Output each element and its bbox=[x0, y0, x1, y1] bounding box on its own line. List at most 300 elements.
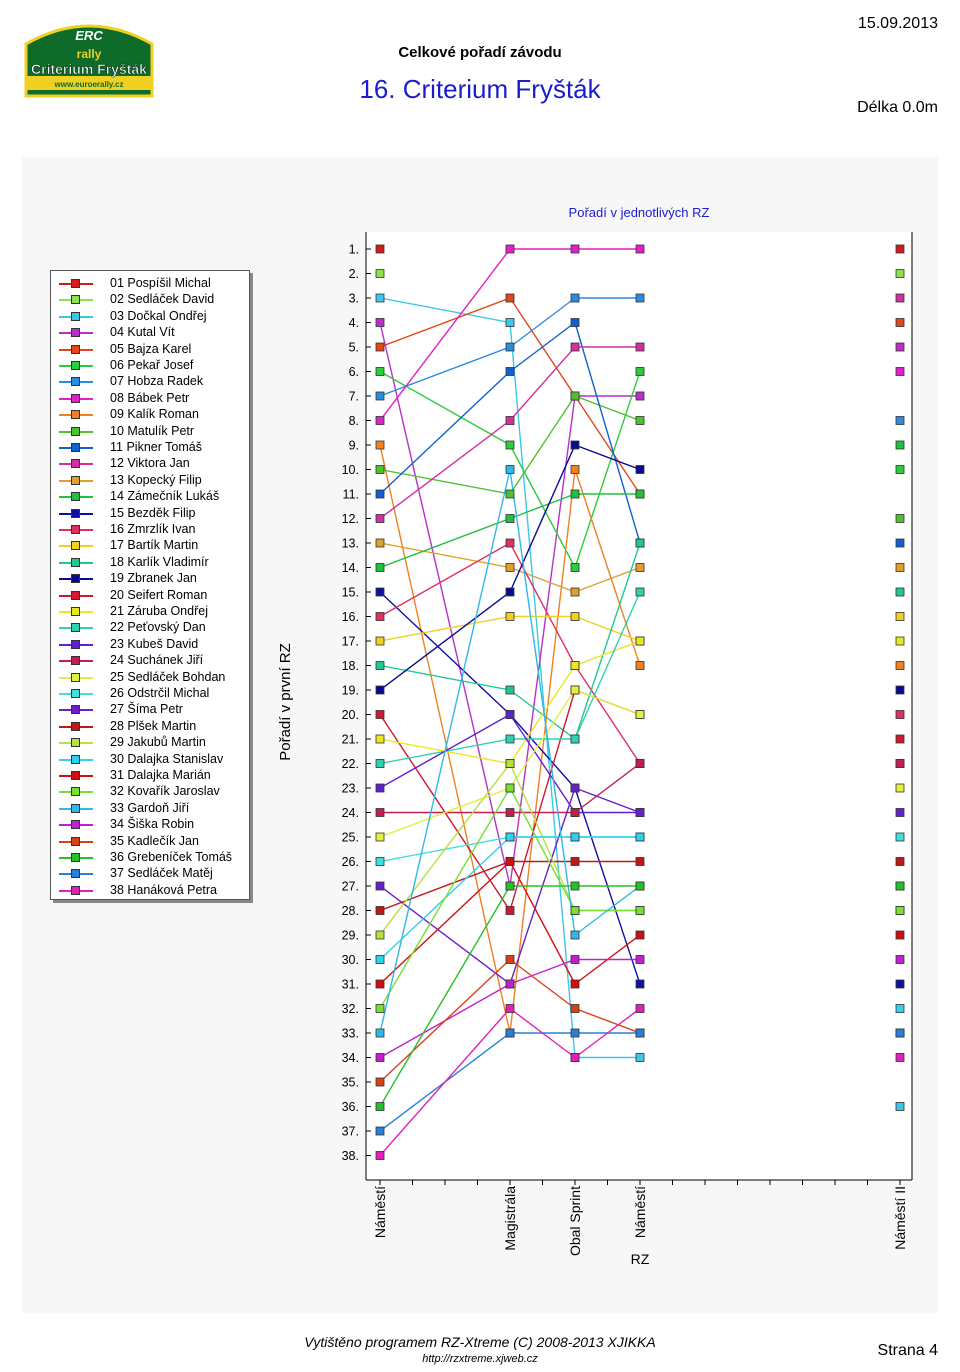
legend-marker bbox=[71, 377, 80, 386]
legend-label: 26 Odstrčil Michal bbox=[110, 686, 210, 700]
data-point bbox=[376, 735, 384, 743]
legend-item bbox=[51, 653, 249, 669]
data-point bbox=[896, 319, 904, 327]
legend-item bbox=[51, 620, 249, 636]
data-point bbox=[376, 882, 384, 890]
legend-item bbox=[51, 850, 249, 866]
data-point bbox=[896, 907, 904, 915]
data-point bbox=[571, 931, 579, 939]
y-tick-label: 37. bbox=[341, 1124, 359, 1139]
data-point bbox=[896, 245, 904, 253]
legend-item bbox=[51, 686, 249, 702]
data-point bbox=[506, 613, 514, 621]
legend-label: 03 Dočkal Ondřej bbox=[110, 308, 207, 323]
legend-item bbox=[51, 719, 249, 735]
legend-label: 02 Sedláček David bbox=[110, 292, 215, 307]
y-tick-label: 19. bbox=[341, 683, 359, 698]
data-point bbox=[896, 809, 904, 817]
y-tick-label: 26. bbox=[341, 855, 359, 869]
legend-item bbox=[51, 489, 249, 505]
data-point bbox=[506, 245, 514, 253]
legend-label: 36 Grebeníček Tomáš bbox=[110, 850, 233, 864]
y-tick-label: 10. bbox=[341, 463, 359, 477]
data-point bbox=[506, 686, 514, 694]
y-axis-label: Pořadí v první RZ bbox=[277, 643, 294, 761]
x-category-label: Magistrála bbox=[502, 1186, 518, 1251]
y-tick-label: 13. bbox=[341, 536, 359, 551]
event-date: 15.09.2013 bbox=[857, 15, 938, 32]
legend-label: 24 Suchánek Jiří bbox=[110, 653, 204, 668]
y-tick-label: 2. bbox=[348, 267, 359, 281]
data-point bbox=[636, 245, 644, 253]
data-point bbox=[896, 613, 904, 621]
data-point bbox=[571, 294, 579, 302]
data-point bbox=[506, 858, 514, 866]
data-point bbox=[376, 490, 384, 498]
data-point bbox=[376, 564, 384, 572]
y-tick-label: 3. bbox=[348, 291, 359, 306]
data-point bbox=[896, 441, 904, 449]
legend-item bbox=[51, 292, 249, 308]
data-point bbox=[506, 1005, 514, 1013]
legend-marker bbox=[71, 427, 80, 436]
data-point bbox=[376, 711, 384, 719]
data-point bbox=[506, 515, 514, 523]
y-tick-label: 30. bbox=[341, 953, 359, 967]
y-tick-label: 35. bbox=[341, 1075, 359, 1090]
legend-marker bbox=[71, 853, 80, 862]
data-point bbox=[506, 735, 514, 743]
data-point bbox=[376, 515, 384, 523]
legend-marker bbox=[71, 886, 80, 895]
data-point bbox=[896, 686, 904, 694]
legend-marker bbox=[71, 689, 80, 698]
data-point bbox=[896, 1005, 904, 1013]
data-point bbox=[506, 882, 514, 890]
data-point bbox=[506, 980, 514, 988]
y-tick-label: 7. bbox=[348, 389, 359, 404]
data-point bbox=[571, 588, 579, 596]
data-point bbox=[376, 343, 384, 351]
data-point bbox=[571, 319, 579, 327]
data-point bbox=[571, 809, 579, 817]
legend-item bbox=[51, 817, 249, 833]
legend-label: 08 Bábek Petr bbox=[110, 390, 190, 405]
legend-marker bbox=[71, 509, 80, 518]
x-category-label: Náměstí II bbox=[892, 1186, 908, 1250]
data-point bbox=[571, 858, 579, 866]
data-point bbox=[376, 833, 384, 841]
data-point bbox=[376, 588, 384, 596]
data-point bbox=[571, 245, 579, 253]
y-tick-label: 25. bbox=[341, 830, 359, 845]
data-point bbox=[636, 392, 644, 400]
data-point bbox=[376, 637, 384, 645]
data-point bbox=[376, 1005, 384, 1013]
data-point bbox=[571, 1005, 579, 1013]
data-point bbox=[896, 294, 904, 302]
y-tick-label: 34. bbox=[341, 1051, 359, 1065]
data-point bbox=[636, 662, 644, 670]
data-point bbox=[636, 711, 644, 719]
legend-marker bbox=[71, 295, 80, 304]
data-point bbox=[636, 490, 644, 498]
legend-item bbox=[51, 752, 249, 768]
legend-label: 13 Kopecký Filip bbox=[110, 472, 202, 487]
data-point bbox=[376, 1054, 384, 1062]
data-point bbox=[571, 882, 579, 890]
legend-marker bbox=[71, 328, 80, 337]
data-point bbox=[376, 1152, 384, 1160]
data-point bbox=[506, 833, 514, 841]
data-point bbox=[376, 858, 384, 866]
data-point bbox=[376, 368, 384, 376]
y-tick-label: 32. bbox=[341, 1002, 359, 1016]
legend-item bbox=[51, 473, 249, 489]
legend-item bbox=[51, 768, 249, 784]
data-point bbox=[376, 1029, 384, 1037]
logo-name-text: Criterium Fryšták bbox=[31, 61, 147, 77]
data-point bbox=[571, 1029, 579, 1037]
data-point bbox=[636, 1005, 644, 1013]
data-point bbox=[376, 466, 384, 474]
y-tick-label: 29. bbox=[341, 928, 359, 943]
data-point bbox=[896, 711, 904, 719]
legend-label: 38 Hanáková Petra bbox=[110, 882, 218, 897]
y-tick-label: 15. bbox=[341, 585, 359, 600]
legend-label: 12 Viktora Jan bbox=[110, 456, 190, 471]
legend-marker bbox=[71, 558, 80, 567]
stage-length: Délka 0.0m bbox=[857, 99, 938, 116]
data-point bbox=[636, 368, 644, 376]
legend-marker bbox=[71, 837, 80, 846]
legend-label: 25 Sedláček Bohdan bbox=[110, 669, 226, 684]
data-point bbox=[376, 907, 384, 915]
legend-marker bbox=[71, 476, 80, 485]
data-point bbox=[896, 466, 904, 474]
legend-label: 10 Matulík Petr bbox=[110, 423, 195, 438]
y-tick-label: 8. bbox=[348, 414, 359, 428]
data-point bbox=[376, 662, 384, 670]
data-point bbox=[506, 417, 514, 425]
legend-label: 04 Kutal Vít bbox=[110, 325, 175, 340]
data-point bbox=[506, 564, 514, 572]
logo-erc-text: ERC bbox=[75, 28, 103, 43]
data-point bbox=[506, 466, 514, 474]
data-point bbox=[636, 343, 644, 351]
page-number: Strana 4 bbox=[877, 1342, 938, 1359]
y-tick-label: 14. bbox=[341, 561, 359, 575]
legend-marker bbox=[71, 279, 80, 288]
legend-label: 32 Kovařík Jaroslav bbox=[110, 784, 220, 799]
data-point bbox=[896, 931, 904, 939]
data-point bbox=[376, 441, 384, 449]
data-point bbox=[571, 392, 579, 400]
legend-item bbox=[51, 325, 249, 341]
data-point bbox=[571, 564, 579, 572]
data-point bbox=[896, 662, 904, 670]
legend-item bbox=[51, 784, 249, 800]
y-tick-label: 20. bbox=[341, 708, 359, 722]
y-tick-label: 33. bbox=[341, 1026, 359, 1041]
data-point bbox=[506, 539, 514, 547]
data-point bbox=[636, 1029, 644, 1037]
legend-marker bbox=[71, 492, 80, 501]
data-point bbox=[376, 1103, 384, 1111]
legend-item bbox=[51, 555, 249, 571]
data-point bbox=[636, 980, 644, 988]
data-point bbox=[506, 441, 514, 449]
legend-label: 23 Kubeš David bbox=[110, 636, 199, 651]
data-point bbox=[896, 515, 904, 523]
data-point bbox=[571, 735, 579, 743]
data-point bbox=[896, 833, 904, 841]
legend-marker bbox=[71, 771, 80, 780]
legend-label: 33 Gardoň Jiří bbox=[110, 800, 190, 815]
legend-label: 05 Bajza Karel bbox=[110, 341, 192, 356]
legend-item bbox=[51, 604, 249, 620]
y-tick-label: 31. bbox=[341, 977, 359, 992]
data-point bbox=[376, 1078, 384, 1086]
data-point bbox=[636, 294, 644, 302]
y-tick-label: 27. bbox=[341, 879, 359, 894]
data-point bbox=[376, 760, 384, 768]
legend-label: 35 Kadlečík Jan bbox=[110, 833, 199, 848]
legend-label: 16 Zmrzlík Ivan bbox=[110, 522, 196, 536]
legend-marker bbox=[71, 361, 80, 370]
chart-legend bbox=[50, 270, 250, 900]
legend-item bbox=[51, 342, 249, 358]
legend-marker bbox=[71, 623, 80, 632]
legend-label: 29 Jakubů Martin bbox=[110, 735, 206, 750]
legend-marker bbox=[71, 705, 80, 714]
data-point bbox=[376, 245, 384, 253]
data-point bbox=[636, 539, 644, 547]
legend-label: 14 Zámečník Lukáš bbox=[110, 489, 220, 504]
data-point bbox=[571, 833, 579, 841]
data-point bbox=[636, 466, 644, 474]
legend-item bbox=[51, 407, 249, 423]
data-point bbox=[636, 564, 644, 572]
legend-item bbox=[51, 834, 249, 850]
y-tick-label: 21. bbox=[341, 732, 359, 747]
legend-label: 20 Seifert Roman bbox=[110, 587, 208, 602]
data-point bbox=[376, 270, 384, 278]
data-point bbox=[506, 319, 514, 327]
legend-item bbox=[51, 735, 249, 751]
data-point bbox=[896, 588, 904, 596]
y-tick-label: 17. bbox=[341, 634, 359, 649]
logo-url-text: www.euroerally.cz bbox=[54, 80, 124, 89]
legend-item bbox=[51, 358, 249, 374]
data-point bbox=[571, 490, 579, 498]
legend-marker bbox=[71, 459, 80, 468]
legend-item bbox=[51, 456, 249, 472]
data-point bbox=[896, 539, 904, 547]
data-point bbox=[636, 931, 644, 939]
legend-label: 07 Hobza Radek bbox=[110, 374, 204, 389]
y-tick-label: 22. bbox=[341, 757, 359, 771]
data-point bbox=[506, 907, 514, 915]
data-point bbox=[376, 539, 384, 547]
data-point bbox=[376, 1127, 384, 1135]
data-point bbox=[571, 343, 579, 351]
y-tick-label: 12. bbox=[341, 512, 359, 526]
data-point bbox=[636, 956, 644, 964]
data-point bbox=[506, 1029, 514, 1037]
data-point bbox=[506, 588, 514, 596]
y-tick-label: 18. bbox=[341, 659, 359, 673]
y-tick-label: 23. bbox=[341, 781, 359, 796]
x-category-label: Náměstí bbox=[372, 1186, 388, 1239]
legend-label: 31 Dalajka Marián bbox=[110, 768, 211, 782]
data-point bbox=[376, 784, 384, 792]
data-point bbox=[376, 392, 384, 400]
data-point bbox=[636, 637, 644, 645]
legend-item bbox=[51, 538, 249, 554]
data-point bbox=[376, 686, 384, 694]
data-point bbox=[636, 907, 644, 915]
legend-label: 15 Bezděk Filip bbox=[110, 505, 196, 520]
legend-marker bbox=[71, 656, 80, 665]
data-point bbox=[506, 490, 514, 498]
legend-label: 27 Šíma Petr bbox=[110, 702, 183, 717]
data-point bbox=[636, 882, 644, 890]
data-point bbox=[571, 980, 579, 988]
x-category-label: Náměstí bbox=[632, 1186, 648, 1239]
legend-marker bbox=[71, 673, 80, 682]
legend-item bbox=[51, 637, 249, 653]
legend-label: 22 Peťovský Dan bbox=[110, 620, 206, 635]
legend-label: 21 Záruba Ondřej bbox=[110, 604, 208, 618]
legend-label: 18 Karlík Vladimír bbox=[110, 554, 209, 569]
legend-item bbox=[51, 309, 249, 325]
data-point bbox=[376, 980, 384, 988]
legend-marker bbox=[71, 443, 80, 452]
legend-marker bbox=[71, 869, 80, 878]
legend-label: 11 Pikner Tomáš bbox=[110, 440, 202, 454]
data-point bbox=[506, 343, 514, 351]
data-point bbox=[896, 1103, 904, 1111]
data-point bbox=[636, 760, 644, 768]
data-point bbox=[896, 417, 904, 425]
data-point bbox=[506, 760, 514, 768]
legend-label: 34 Šiška Robin bbox=[110, 817, 195, 832]
legend-item bbox=[51, 702, 249, 718]
chart-title: Pořadí v jednotlivých RZ bbox=[568, 205, 710, 220]
y-tick-label: 36. bbox=[341, 1100, 359, 1114]
data-point bbox=[896, 1054, 904, 1062]
data-point bbox=[896, 858, 904, 866]
legend-item bbox=[51, 866, 249, 882]
logo-rally-text: rally bbox=[76, 47, 102, 61]
data-point bbox=[896, 784, 904, 792]
data-point bbox=[571, 907, 579, 915]
legend-item bbox=[51, 588, 249, 604]
data-point bbox=[506, 368, 514, 376]
legend-marker bbox=[71, 787, 80, 796]
legend-marker bbox=[71, 591, 80, 600]
legend-marker bbox=[71, 722, 80, 731]
data-point bbox=[636, 588, 644, 596]
y-tick-label: 9. bbox=[348, 438, 359, 453]
data-point bbox=[506, 956, 514, 964]
legend-item bbox=[51, 440, 249, 456]
legend-item bbox=[51, 391, 249, 407]
y-tick-label: 11. bbox=[342, 487, 359, 502]
data-point bbox=[506, 711, 514, 719]
legend-label: 19 Zbranek Jan bbox=[110, 571, 197, 586]
data-point bbox=[571, 662, 579, 670]
footer-url[interactable]: http://rzxtreme.xjweb.cz bbox=[422, 1353, 538, 1365]
legend-marker bbox=[71, 541, 80, 550]
y-tick-label: 6. bbox=[348, 365, 359, 379]
legend-marker bbox=[71, 607, 80, 616]
data-point bbox=[506, 809, 514, 817]
data-point bbox=[376, 809, 384, 817]
data-point bbox=[896, 1029, 904, 1037]
data-point bbox=[376, 931, 384, 939]
y-tick-label: 28. bbox=[341, 904, 359, 918]
legend-label: 28 Plšek Martin bbox=[110, 718, 197, 733]
legend-item bbox=[51, 670, 249, 686]
legend-label: 17 Bartík Martin bbox=[110, 538, 199, 553]
legend-item bbox=[51, 276, 249, 292]
legend-marker bbox=[71, 820, 80, 829]
data-point bbox=[896, 882, 904, 890]
legend-marker bbox=[71, 410, 80, 419]
data-point bbox=[571, 441, 579, 449]
legend-marker bbox=[71, 394, 80, 403]
data-point bbox=[896, 564, 904, 572]
legend-label: 01 Pospíšil Michal bbox=[110, 276, 211, 290]
legend-item bbox=[51, 522, 249, 538]
legend-item bbox=[51, 374, 249, 390]
data-point bbox=[636, 417, 644, 425]
legend-item bbox=[51, 883, 249, 899]
data-point bbox=[636, 1054, 644, 1062]
data-point bbox=[896, 760, 904, 768]
legend-label: 30 Dalajka Stanislav bbox=[110, 751, 224, 766]
data-point bbox=[896, 368, 904, 376]
data-point bbox=[636, 858, 644, 866]
legend-marker bbox=[71, 312, 80, 321]
legend-item bbox=[51, 801, 249, 817]
y-tick-label: 24. bbox=[341, 806, 359, 820]
data-point bbox=[376, 956, 384, 964]
data-point bbox=[571, 686, 579, 694]
data-point bbox=[571, 784, 579, 792]
data-point bbox=[376, 294, 384, 302]
data-point bbox=[636, 809, 644, 817]
legend-item bbox=[51, 506, 249, 522]
legend-marker bbox=[71, 738, 80, 747]
data-point bbox=[376, 319, 384, 327]
data-point bbox=[636, 833, 644, 841]
x-category-label: Obal Sprint bbox=[567, 1186, 583, 1257]
legend-label: 09 Kalík Roman bbox=[110, 407, 199, 422]
data-point bbox=[376, 613, 384, 621]
data-point bbox=[571, 1054, 579, 1062]
data-point bbox=[896, 956, 904, 964]
legend-marker bbox=[71, 574, 80, 583]
data-point bbox=[896, 343, 904, 351]
page-subtitle: Celkové pořadí závodu bbox=[398, 44, 562, 61]
legend-label: 06 Pekař Josef bbox=[110, 358, 194, 372]
data-point bbox=[896, 270, 904, 278]
data-point bbox=[896, 980, 904, 988]
legend-label: 37 Sedláček Matěj bbox=[110, 866, 213, 881]
